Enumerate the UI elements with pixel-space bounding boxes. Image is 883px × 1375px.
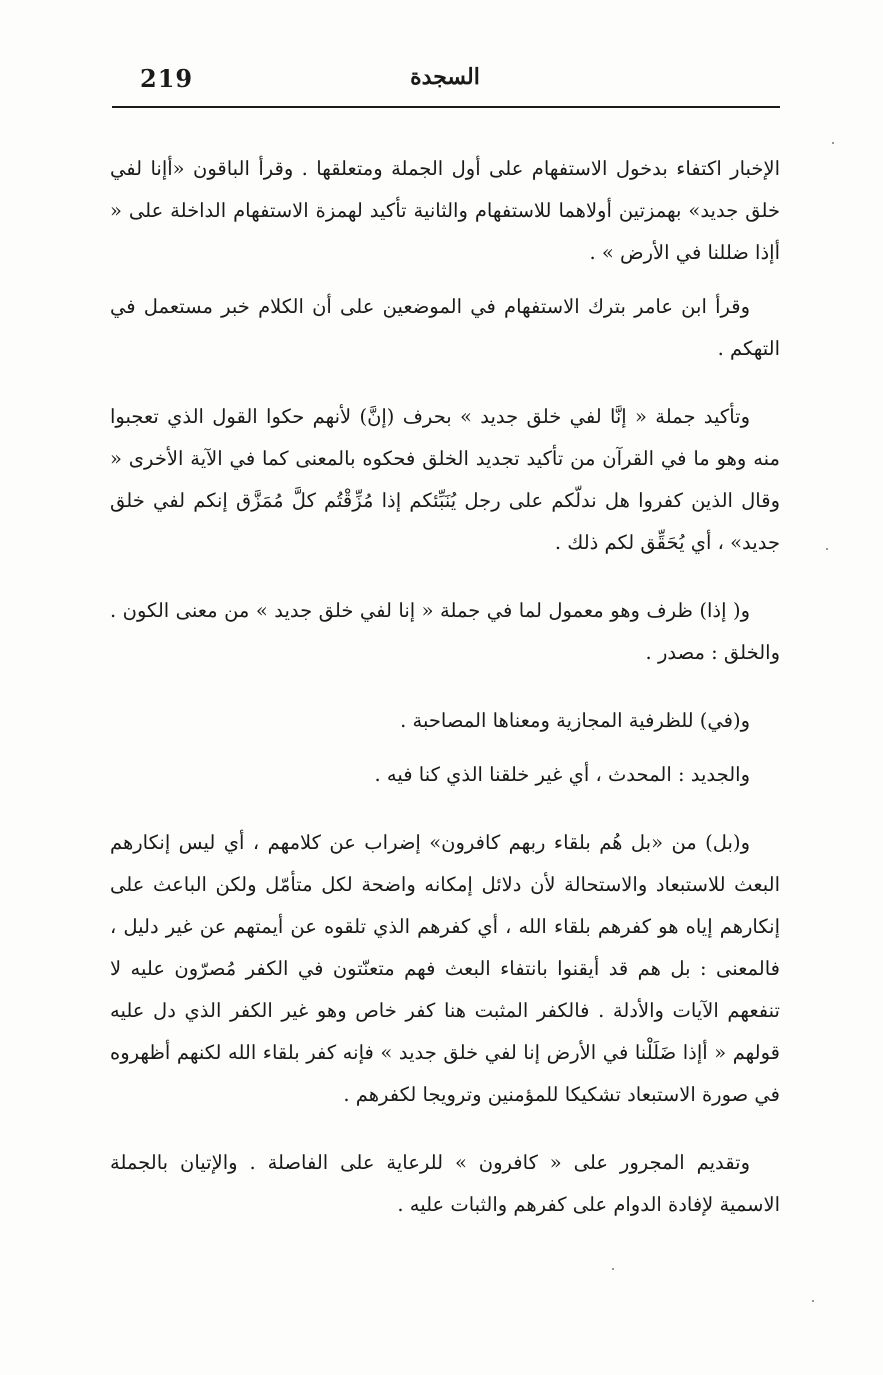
page-header (112, 62, 778, 106)
paragraph: والجديد : المحدث ، أي غير خلقنا الذي كنا فيه . (374, 763, 750, 786)
paragraph: وقرأ ابن عامر بترك الاستفهام في الموضعين على أن الكلام خبر مستعمل في التهكم . (110, 295, 780, 360)
paragraph: و(بل) من «بل هُم بلقاء ربهم كافرون» إضراب عن كلامهم ، أي ليس إنكارهم البعث للاستبعاد والاستحالة لأن دلائل إمكانه واضحة لكل متأمّل ولكن الباعث على إنكارهم إياه هو كفرهم بلقاء الله ، أي كفرهم الذي تلقوه عن أيمتهم عن غير دليل ، فالمعنى : بل هم قد أيقنوا بانتفاء البعث فهم متعنّتون في الكفر مُصرّون عليه لا تنفعهم الآيات والأدلة . فالكفر المثبت هنا كفر خاص وهو غير الكفر الذي دل عليه قولهم « أإذا ضَلَلْنا في الأرض إنا لفي خلق جديد » فإنه كفر بلقاء الله لكنهم أظهروه في صورة الاستبعاد تشكيكا للمؤمنين وترويجا لكفرهم . (110, 831, 780, 1106)
scan-speck (832, 142, 834, 144)
body-text (110, 148, 780, 1252)
paragraph: و(في) للظرفية المجازية ومعناها المصاحبة . (400, 709, 750, 732)
scan-speck (612, 1268, 614, 1270)
scan-speck (826, 548, 828, 550)
header-rule (112, 106, 780, 108)
page-number: 219 (140, 64, 194, 93)
running-title: السجدة (410, 64, 480, 90)
paragraph: وتقديم المجرور على « كافرون » للرعاية على الفاصلة . والإتيان بالجملة الاسمية لإفادة الدوام على كفرهم والثبات عليه . (110, 1151, 780, 1216)
paragraph: الإخبار اكتفاء بدخول الاستفهام على أول الجملة ومتعلقها . وقرأ الباقون «أإنا لفي خلق جديد» بهمزتين أولاهما للاستفهام والثانية تأكيد لهمزة الاستفهام الداخلة على « أإذا ضللنا في الأرض » . (110, 157, 780, 264)
scan-speck (812, 1300, 814, 1302)
paragraph: وتأكيد جملة « إنَّا لفي خلق جديد » بحرف (إنَّ) لأنهم حكوا القول الذي تعجبوا منه وهو ما في القرآن من تأكيد تجديد الخلق فحكوه بالمعنى كما في الآية الأخرى « وقال الذين كفروا هل ندلّكم على رجل يُنَبِّئكم إذا مُزِّقْتُم كلَّ مُمَزَّق إنكم لفي خلق جديد» ، أي يُحَقِّق لكم ذلك . (110, 405, 780, 554)
paragraph: و( إذا) ظرف وهو معمول لما في جملة « إنا لفي خلق جديد » من معنى الكون . والخلق : مصدر . (110, 599, 780, 664)
